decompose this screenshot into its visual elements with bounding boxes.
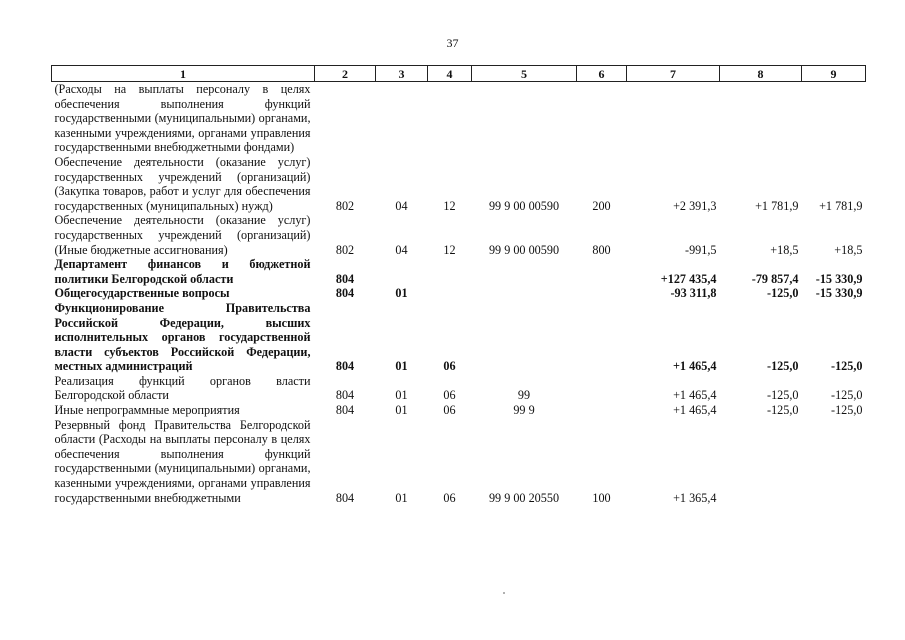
cell-description: Общегосударственные вопросы [54,286,230,301]
cell-amount-year-1: +2 391,3 [673,198,717,213]
cell-amount-year-2: -125,0 [767,403,799,418]
cell-ministry-code: 804 [335,388,355,403]
cell-expense-type [577,286,627,301]
cell-amount-year-1 [627,82,720,155]
header-col-6: 6 [577,66,627,82]
cell-description: Резервный фонд Правительства Белгородской области (Расходы на выплаты персоналу в целях обеспечения выполнения функций государственными (муниципальными) органами, казенными учреждениями, органами управления государственными внебюджетными [54,417,311,505]
cell-section: 01 [395,286,408,301]
cell-expense-type [577,257,627,286]
cell-amount-year-1: +127 435,4 [660,271,717,286]
scan-speck [503,592,505,594]
cell-target-item [472,257,577,286]
cell-expense-type [577,403,627,418]
header-col-9: 9 [802,66,866,82]
cell-subsection [428,82,472,155]
cell-section: 04 [395,198,408,213]
cell-subsection [428,286,472,301]
cell-ministry-code: 802 [335,242,355,257]
cell-expense-type [577,82,627,155]
table-row [52,257,866,286]
cell-description: Иные непрограммные мероприятия [54,403,240,418]
cell-subsection: 06 [443,403,456,418]
cell-amount-year-1: +1 465,4 [673,388,717,403]
cell-expense-type: 800 [592,242,611,257]
cell-amount-year-2: -125,0 [767,359,799,374]
header-col-7: 7 [627,66,720,82]
cell-ministry-code: 804 [335,286,355,301]
cell-ministry-code: 802 [335,198,355,213]
cell-subsection: 06 [443,359,456,374]
cell-ministry-code [315,82,376,155]
cell-description: Реализация функций органов власти Белгородской области [54,373,311,403]
page-number: 37 [446,36,459,50]
cell-section: 04 [395,242,408,257]
cell-subsection: 12 [443,242,456,257]
table-row [52,403,866,418]
header-col-1: 1 [52,66,315,82]
cell-target-item [472,301,577,374]
cell-amount-year-1: -93 311,8 [670,286,717,301]
cell-amount-year-3: +18,5 [834,242,863,257]
cell-target-item: 99 9 [513,403,535,418]
cell-expense-type: 200 [592,198,611,213]
cell-ministry-code: 804 [335,403,355,418]
cell-amount-year-1: +1 465,4 [673,403,717,418]
cell-ministry-code: 804 [335,359,355,374]
cell-amount-year-2: -79 857,4 [751,271,799,286]
cell-amount-year-3: -125,0 [831,403,863,418]
table-row [52,286,866,301]
cell-section [376,257,428,286]
cell-target-item [472,286,577,301]
cell-expense-type [577,301,627,374]
cell-description: Департамент финансов и бюджетной политики Белгородской области [54,257,311,286]
budget-table [51,65,866,505]
cell-amount-year-3: -125,0 [831,359,863,374]
cell-section: 01 [395,490,408,505]
cell-amount-year-2 [720,418,802,506]
cell-expense-type: 100 [592,490,611,505]
table-row [52,418,866,506]
header-col-2: 2 [315,66,376,82]
cell-subsection: 12 [443,198,456,213]
cell-section: 01 [395,388,408,403]
cell-expense-type [577,374,627,403]
header-col-5: 5 [472,66,577,82]
cell-ministry-code: 804 [335,490,355,505]
table-row [52,82,866,155]
cell-target-item: 99 9 00 00590 [488,242,560,257]
cell-target-item: 99 9 00 20550 [488,490,560,505]
cell-target-item [472,82,577,155]
cell-subsection [428,257,472,286]
cell-section: 01 [395,359,408,374]
header-col-4: 4 [428,66,472,82]
cell-subsection: 06 [443,490,456,505]
cell-target-item: 99 9 00 00590 [488,198,560,213]
cell-amount-year-2: +1 781,9 [755,198,799,213]
cell-amount-year-1: +1 365,4 [673,490,717,505]
header-col-8: 8 [720,66,802,82]
cell-amount-year-2 [720,82,802,155]
cell-amount-year-3: -125,0 [831,388,863,403]
cell-section: 01 [395,403,408,418]
cell-description: Обеспечение деятельности (оказание услуг) государственных учреждений (организаций) (Закупка товаров, работ и услуг для обеспечения государственных (муниципальных) нужд) [54,154,311,213]
cell-amount-year-2: +18,5 [770,242,799,257]
cell-description: Обеспечение деятельности (оказание услуг) государственных учреждений (организаций) (Иные бюджетные ассигнования) [54,213,311,257]
cell-amount-year-3: +1 781,9 [819,198,863,213]
table-row [52,213,866,257]
cell-section [376,82,428,155]
cell-amount-year-3 [802,82,866,155]
header-row [52,66,866,82]
table-row [52,301,866,374]
cell-amount-year-3: -15 330,9 [815,286,863,301]
cell-description: Функционирование Правительства Российской Федерации, высших исполнительных органов государственной власти субъектов Российской Федерации, местных администраций [54,300,311,374]
cell-amount-year-3 [802,418,866,506]
table-row [52,155,866,213]
header-col-3: 3 [376,66,428,82]
cell-target-item: 99 [517,388,531,403]
table-row [52,374,866,403]
cell-amount-year-2: -125,0 [767,388,799,403]
cell-amount-year-1: +1 465,4 [672,359,717,374]
cell-amount-year-1: -991,5 [685,242,717,257]
cell-amount-year-2: -125,0 [767,286,799,301]
cell-subsection: 06 [443,388,456,403]
cell-ministry-code: 804 [335,271,355,286]
cell-amount-year-3: -15 330,9 [815,271,863,286]
cell-description: (Расходы на выплаты персоналу в целях обеспечения выполнения функций государственными (муниципальными) органами, казенными учреждениями, органами управления государственными внебюджетными фондами) [54,82,311,155]
